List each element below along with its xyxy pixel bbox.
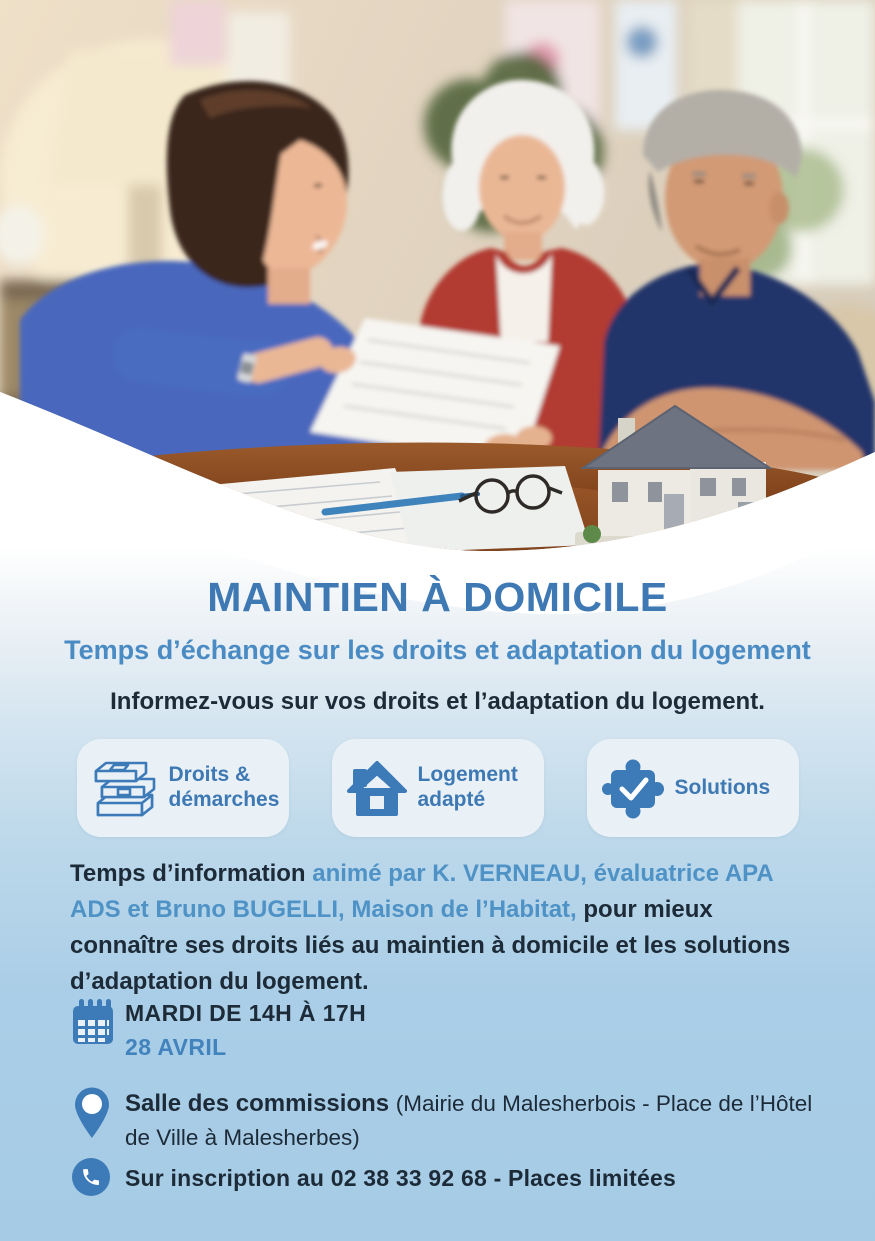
map-pin-icon — [72, 1085, 116, 1139]
card-label: Solutions — [674, 775, 771, 799]
schedule-date: 28 AVRIL — [125, 1034, 227, 1060]
card-label: Logement adapté — [417, 763, 518, 811]
books-stack-icon — [90, 755, 160, 821]
page-subtitle: Temps d’échange sur les droits et adaptation du logement — [64, 635, 811, 665]
feature-cards — [0, 739, 875, 837]
puzzle-check-icon — [600, 755, 666, 821]
description-dark-2: pour mieux connaître ses droits liés au maintien à domicile et les solutions d’adaptation du logement. — [70, 896, 791, 995]
card-label: Droits & démarches — [168, 763, 280, 811]
description-blue: animé par K. VERNEAU, évaluatrice APA ADS et Bruno BUGELLI, Maison de l’Habitat, — [70, 860, 773, 923]
registration-row — [72, 1158, 676, 1196]
phone-icon — [72, 1158, 116, 1196]
house-icon — [345, 757, 409, 819]
intro-text: Informez-vous sur vos droits et l’adaptation du logement. — [110, 688, 765, 715]
registration-text: Sur inscription au 02 38 33 92 68 - Places limitées — [125, 1165, 676, 1191]
page-title: MAINTIEN À DOMICILE — [207, 574, 668, 620]
card-solutions — [587, 739, 799, 837]
card-logement-adapte — [332, 739, 544, 837]
location-text — [125, 1085, 825, 1155]
description-dark-1: Temps d’information — [70, 860, 313, 887]
location-name: Salle des commissions — [125, 1090, 396, 1117]
description-paragraph — [70, 856, 818, 1000]
schedule-row — [72, 998, 366, 1061]
schedule-text — [125, 998, 366, 1061]
location-row — [72, 1085, 825, 1155]
card-droits-demarches — [77, 739, 289, 837]
schedule-day-time: MARDI DE 14H À 17H — [125, 1000, 367, 1026]
location-address: (Mairie du Malesherbois - Place de l’Hôtel de Ville à Malesherbes) — [125, 1091, 813, 1150]
calendar-icon — [72, 998, 116, 1046]
